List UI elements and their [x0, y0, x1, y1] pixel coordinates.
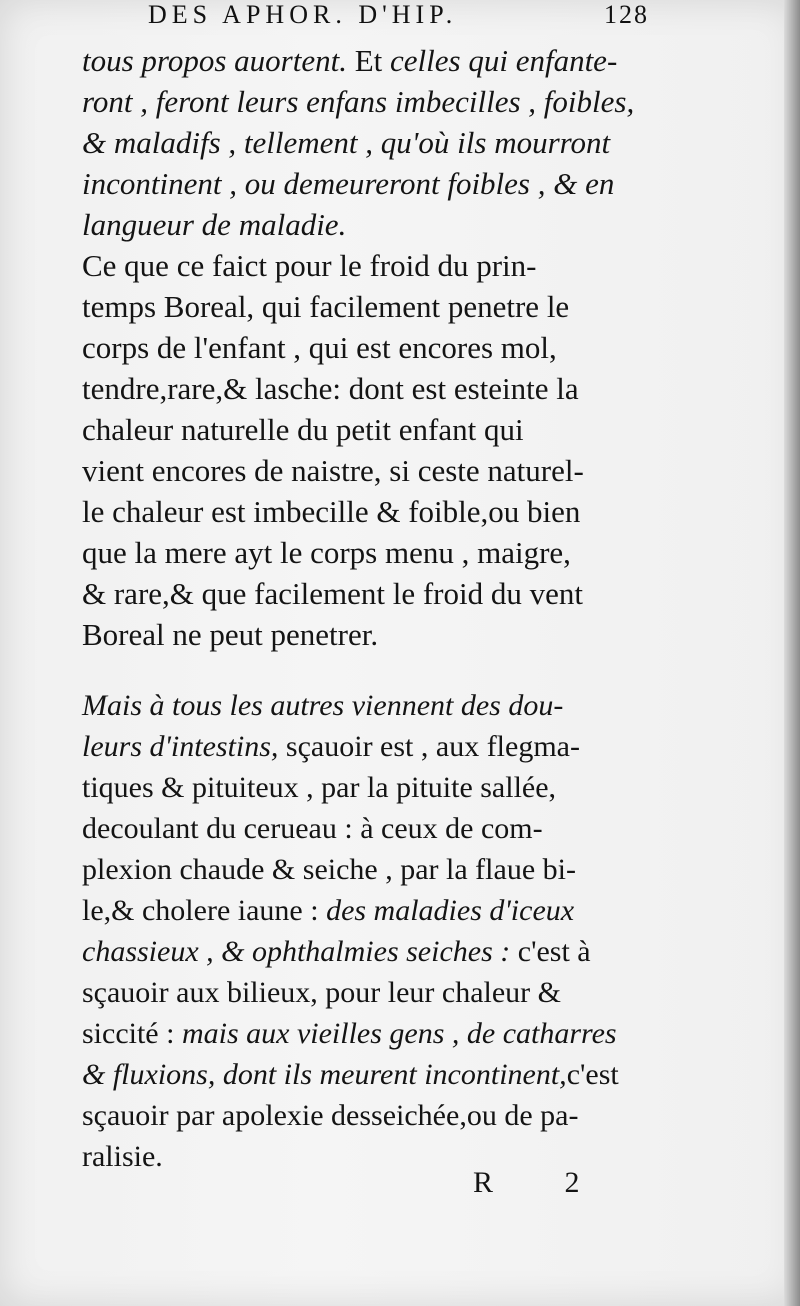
- text-line: [82, 1013, 692, 1054]
- text-line: le chaleur est imbecille & foible,ou bien: [82, 494, 581, 529]
- line-segment: & fluxions, dont ils meurent incontinent,: [82, 1058, 567, 1091]
- line-segment: sçauoir est , aux flegma-: [278, 730, 580, 763]
- text-line: [82, 726, 692, 767]
- text-line: [82, 931, 692, 972]
- paragraph-aphorism-end: [82, 40, 692, 245]
- signature-mark: R 2: [473, 1166, 612, 1199]
- line-segment: c'est: [566, 1058, 619, 1091]
- line-segment: des maladies d'iceux: [326, 894, 575, 927]
- text-line: plexion chaude & seiche , par la flaue bi-: [82, 853, 576, 886]
- page-number: 128: [604, 0, 649, 29]
- text-line: sçauoir par apolexie desseichée,ou de pa-: [82, 1099, 579, 1132]
- line-segment: tous propos auortent.: [82, 43, 347, 78]
- text-line: Mais à tous les autres viennent des dou-: [82, 689, 564, 722]
- line-segment: celles qui enfante-: [390, 43, 618, 78]
- text-line: tendre,rare,& lasche: dont est esteinte la: [82, 371, 579, 406]
- text-line: chaleur naturelle du petit enfant qui: [82, 412, 524, 447]
- running-head: [0, 0, 800, 30]
- text-line: decoulant du cerueau : à ceux de com-: [82, 812, 543, 845]
- text-line: vient encores de naistre, si ceste naturel-: [82, 453, 584, 488]
- text-line: tiques & pituiteux , par la pituite sallée,: [82, 771, 557, 804]
- paragraph-gap: [82, 655, 692, 685]
- text-line: langueur de maladie.: [82, 207, 347, 242]
- text-line: [82, 890, 692, 931]
- text-line: ralisie.: [82, 1140, 163, 1173]
- text-line: ront , feront leurs enfans imbecilles , foibles,: [82, 84, 635, 119]
- body-text: [82, 40, 692, 1177]
- running-head-title: DES APHOR. D'HIP.: [148, 0, 458, 29]
- text-line: & maladifs , tellement , qu'où ils mourront: [82, 125, 611, 160]
- text-line: incontinent , ou demeureront foibles , & en: [82, 166, 615, 201]
- line-segment: chassieux , & ophthalmies seiches :: [82, 935, 511, 968]
- line-segment: leurs d'intestins,: [82, 730, 279, 763]
- paragraph-aphorism-next: [82, 685, 692, 1177]
- text-line: Ce que ce faict pour le froid du prin-: [82, 248, 537, 283]
- text-line: sçauoir aux bilieux, pour leur chaleur &: [82, 976, 562, 1009]
- line-segment: c'est à: [510, 935, 591, 968]
- page-edge: [784, 0, 800, 1306]
- text-line: [82, 1054, 692, 1095]
- text-line: corps de l'enfant , qui est encores mol,: [82, 330, 557, 365]
- line-segment: le,& cholere iaune :: [82, 894, 327, 927]
- line-segment: siccité :: [82, 1017, 182, 1050]
- text-line: que la mere ayt le corps menu , maigre,: [82, 535, 571, 570]
- line-segment: mais aux vieilles gens , de catharres: [181, 1017, 617, 1050]
- paragraph-commentary-1: [82, 245, 692, 655]
- text-line: & rare,& que facilement le froid du vent: [82, 576, 583, 611]
- text-line: [82, 40, 692, 81]
- text-line: Boreal ne peut penetrer.: [82, 617, 379, 652]
- line-segment: Et: [346, 43, 391, 78]
- text-line: temps Boreal, qui facilement penetre le: [82, 289, 570, 324]
